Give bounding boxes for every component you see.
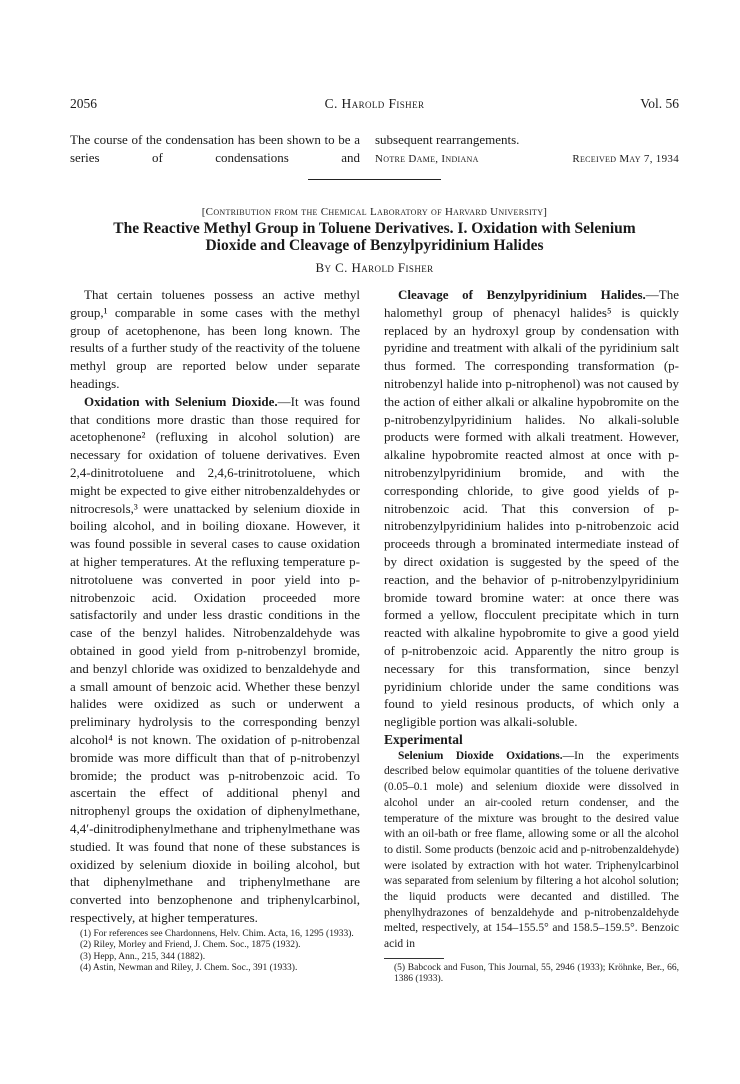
footnote-rule bbox=[384, 958, 444, 959]
right-column bbox=[384, 286, 679, 986]
signature-place: Notre Dame, Indiana bbox=[375, 153, 479, 165]
oxidation-heading: Oxidation with Selenium Dioxide. bbox=[84, 393, 278, 409]
article-title-line-1: The Reactive Methyl Group in Toluene Derivatives. I. Oxidation with Selenium bbox=[113, 220, 636, 237]
experimental-subheading: Selenium Dioxide Oxidations. bbox=[398, 749, 563, 762]
oxidation-heading-dash: — bbox=[277, 393, 291, 409]
footnotes-left bbox=[70, 929, 360, 975]
page-number: 2056 bbox=[70, 96, 97, 111]
footnotes-right bbox=[384, 963, 679, 986]
journal-page bbox=[70, 0, 679, 1084]
signature-row bbox=[375, 149, 679, 167]
footnote-5: (5) Babcock and Fuson, This Journal, 55, 2946 (1933); Kröhnke, Ber., 66, 1386 (1933). bbox=[394, 962, 679, 985]
oxidation-text: It was found that conditions more drastic than those required for acetophenone² (refluxing in alcohol solution) are necessary for oxidation of toluene derivatives. Even 2,4-dinitrotoluene and 2,4,6-trinitrotoluene, which might be expected to give either nitrobenzaldehydes or nitrocresols,³ were unattacked by selenium dioxide in boiling alcohol, and in boiling dioxane. However, it was found possible in several cases to cause oxidation at higher temperatures. At the refluxing temperature p-nitrotoluene was converted in poor yield into p-nitrobenzoic acid. Oxidation proceeded more satisfactorily and under less drastic conditions in the case of the benzyl halides. Nitrobenzaldehyde was obtained in good yield from p-nitrobenzyl bromide, and benzyl chloride was oxidized to benzaldehyde and a small amount of benzoic acid. Whether these benzyl halides were oxidized as such or underwent a preliminary hydrolysis to the corresponding benzyl alcohol⁴ is not known. The oxidation of p-nitrobenzal bromide was more difficult than that of p-nitrobenzyl bromide; the product was p-nitrobenzoic acid. To ascertain the effect of additional phenyl and nitrophenyl groups the oxidation of diphenylmethane, 4,4′-dinitrodiphenylmethane and triphenylmethane was studied. It was found that none of these substances is oxidized by selenium dioxide in boiling alcohol, but that diphenylmethane and triphenylmethane are converted into benzophenone and triphenylcarbinol, respectively, at higher temperatures. bbox=[70, 393, 360, 925]
running-head-author: C. Harold Fisher bbox=[324, 96, 425, 111]
experimental-text: In the experiments described below equimolar quantities of the toluene derivative (0.05–0.1 mole) and selenium dioxide were dissolved in alcohol under an air-cooled return condenser, and the temperature of the mixture was brought to the desired value with an oil-bath or free flame, allowing some or all the alcohol to distil. Some products (benzoic acid and p-nitrobenzaldehyde) were isolated by extraction with hot water. Triphenylcarbinol was separated from selenium by filtering a hot alcohol solution; the liquid products were decanted and distilled. The phenylhydrazones of benzaldehyde and p-nitrobenzaldehyde melted, respectively, at 154–155.5° and 158.5–159.5°. Benzoic acid in bbox=[384, 749, 679, 951]
running-head bbox=[70, 96, 679, 114]
experimental-subheading-dash: — bbox=[562, 749, 575, 762]
experimental-heading: Experimental bbox=[384, 731, 463, 747]
left-column bbox=[70, 286, 360, 975]
article-title-line-2: Dioxide and Cleavage of Benzylpyridinium Halides bbox=[205, 237, 544, 254]
oxidation-paragraph bbox=[70, 393, 360, 927]
cleavage-heading: Cleavage of Benzylpyridinium Halides. bbox=[398, 287, 646, 302]
cleavage-paragraph bbox=[384, 286, 679, 731]
byline: By C. Harold Fisher bbox=[315, 260, 434, 275]
contribution-line: [Contribution from the Chemical Laboratory of Harvard University] bbox=[201, 206, 548, 218]
footnote-4: (4) Astin, Newman and Riley, J. Chem. Soc., 391 (1933). bbox=[80, 963, 298, 974]
footnote-1: (1) For references see Chardonnens, Helv. Chim. Acta, 16, 1295 (1933). bbox=[80, 928, 354, 939]
received-date: Received May 7, 1934 bbox=[572, 153, 679, 165]
article-title bbox=[70, 220, 679, 254]
article-separator-rule bbox=[308, 179, 441, 180]
previous-article-text-right bbox=[375, 131, 679, 167]
cleavage-heading-dash: — bbox=[645, 287, 659, 302]
volume-number: Vol. 56 bbox=[640, 96, 679, 111]
footnote-3: (3) Hepp, Ann., 215, 344 (1882). bbox=[80, 951, 206, 962]
experimental-paragraph bbox=[384, 749, 679, 953]
footnote-2: (2) Riley, Morley and Friend, J. Chem. Soc., 1875 (1932). bbox=[80, 940, 301, 951]
intro-paragraph: That certain toluenes possess an active methyl group,¹ comparable in some cases with the methyl group of acetophenone, has been long known. The results of a further study of the reactivity of the toluene methyl group are reported below under separate headings. bbox=[70, 287, 360, 391]
previous-article-text-left: The course of the condensation has been shown to be a series of condensations and bbox=[70, 132, 360, 165]
previous-article-ending: subsequent rearrangements. bbox=[375, 132, 520, 147]
cleavage-text: The halomethyl group of phenacyl halides⁵ is quickly replaced by an hydroxyl group by condensation with pyridine and treatment with alkali of the pyridinium salt thus formed. The corresponding transformation (p-nitrobenzyl halide into p-nitrophenol) was not caused by the action of either alkali or alkaline hypobromite on the p-nitrobenzylpyridinium halides. No alkali-soluble products were formed with alkali treatment. However, alkaline hypobromite reacted almost at once with p-nitrobenzylpyridinium bromide, and with the corresponding chloride, to give good yields of p-nitrobenzoic acid. That this conversion of p-nitrobenzylpyridinium halides into p-nitrobenzoic acid proceeds through a brominated intermediate instead of by direct oxidation is suggested by the speed of the reaction, and the behavior of p-nitrobenzylpyridinium bromide toward bromine water: at once there was formed a yellow, flocculent precipitate which in turn reacted with alkaline hypobromite to give a good yield of p-nitrobenzoic acid. Apparently the nitro group is necessary for this transformation, since benzyl pyridinium chloride under the same conditions was found to yield resinous products, of which only a negligible portion was alkali-soluble. bbox=[384, 287, 679, 730]
